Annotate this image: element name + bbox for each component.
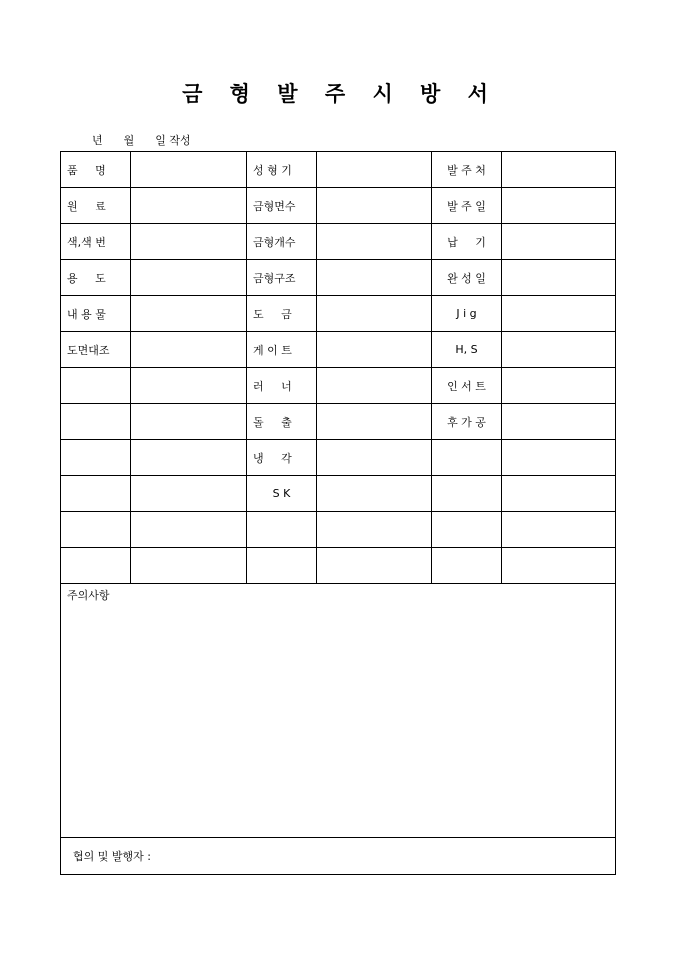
order-spec-table: [60, 151, 616, 875]
value-cell[interactable]: [502, 512, 616, 548]
value-cell[interactable]: [317, 296, 432, 332]
value-cell[interactable]: [317, 476, 432, 512]
label-cell[interactable]: [61, 368, 131, 404]
label-cell[interactable]: [432, 512, 502, 548]
label-cell[interactable]: [247, 548, 317, 584]
value-cell[interactable]: [502, 404, 616, 440]
value-cell[interactable]: [317, 260, 432, 296]
table-row: [61, 296, 616, 332]
label-cell: 완 성 일: [432, 260, 502, 296]
value-cell[interactable]: [502, 296, 616, 332]
value-cell[interactable]: [131, 548, 247, 584]
value-cell[interactable]: [131, 152, 247, 188]
table-row: [61, 260, 616, 296]
label-cell: 게 이 트: [247, 332, 317, 368]
value-cell[interactable]: [502, 548, 616, 584]
value-cell[interactable]: [317, 404, 432, 440]
label-cell: 용 도: [61, 260, 131, 296]
label-cell: S K: [247, 476, 317, 512]
notes-field[interactable]: [61, 584, 616, 838]
label-cell: 발 주 처: [432, 152, 502, 188]
label-cell: 인 서 트: [432, 368, 502, 404]
date-written-line: 년 월 일 작성: [92, 134, 191, 147]
value-cell[interactable]: [317, 224, 432, 260]
table-row: [61, 548, 616, 584]
value-cell[interactable]: [131, 404, 247, 440]
signature-field[interactable]: [61, 838, 616, 875]
value-cell[interactable]: [317, 512, 432, 548]
value-cell[interactable]: [317, 548, 432, 584]
value-cell[interactable]: [502, 224, 616, 260]
value-cell[interactable]: [502, 440, 616, 476]
value-cell[interactable]: [131, 224, 247, 260]
label-cell: 냉 각: [247, 440, 317, 476]
value-cell[interactable]: [131, 260, 247, 296]
signature-row: [61, 838, 616, 875]
table-row: [61, 476, 616, 512]
label-cell: 납 기: [432, 224, 502, 260]
notes-label: 주의사항: [67, 589, 110, 602]
value-cell[interactable]: [131, 512, 247, 548]
label-cell: 도 금: [247, 296, 317, 332]
label-cell: 원 료: [61, 188, 131, 224]
value-cell[interactable]: [317, 440, 432, 476]
table-row: [61, 332, 616, 368]
label-cell[interactable]: [432, 548, 502, 584]
value-cell[interactable]: [502, 260, 616, 296]
label-cell: H, S: [432, 332, 502, 368]
table-row: [61, 440, 616, 476]
value-cell[interactable]: [131, 188, 247, 224]
label-cell: 발 주 일: [432, 188, 502, 224]
label-cell[interactable]: [61, 548, 131, 584]
table-row: [61, 404, 616, 440]
value-cell[interactable]: [131, 332, 247, 368]
label-cell: 색,색 번: [61, 224, 131, 260]
value-cell[interactable]: [502, 368, 616, 404]
value-cell[interactable]: [317, 368, 432, 404]
table-row: [61, 188, 616, 224]
label-cell[interactable]: [61, 404, 131, 440]
label-cell[interactable]: [432, 476, 502, 512]
label-cell: J i g: [432, 296, 502, 332]
value-cell[interactable]: [317, 332, 432, 368]
value-cell[interactable]: [131, 440, 247, 476]
value-cell[interactable]: [317, 152, 432, 188]
value-cell[interactable]: [317, 188, 432, 224]
value-cell[interactable]: [502, 152, 616, 188]
label-cell: 도면대조: [61, 332, 131, 368]
label-cell[interactable]: [247, 512, 317, 548]
value-cell[interactable]: [502, 332, 616, 368]
document-title: 금 형 발 주 시 방 서: [182, 81, 498, 106]
label-cell: 후 가 공: [432, 404, 502, 440]
table-row: [61, 368, 616, 404]
label-cell: 성 형 기: [247, 152, 317, 188]
value-cell[interactable]: [131, 296, 247, 332]
label-cell[interactable]: [61, 476, 131, 512]
label-cell: 돌 출: [247, 404, 317, 440]
label-cell: 금형면수: [247, 188, 317, 224]
label-cell: 품 명: [61, 152, 131, 188]
label-cell: 러 너: [247, 368, 317, 404]
signature-label: 협의 및 발행자 :: [73, 850, 151, 863]
table-row: [61, 224, 616, 260]
value-cell[interactable]: [131, 476, 247, 512]
value-cell[interactable]: [131, 368, 247, 404]
label-cell[interactable]: [61, 440, 131, 476]
label-cell: 금형구조: [247, 260, 317, 296]
notes-row: [61, 584, 616, 838]
label-cell: 금형개수: [247, 224, 317, 260]
value-cell[interactable]: [502, 188, 616, 224]
table-row: [61, 152, 616, 188]
label-cell: 내 용 물: [61, 296, 131, 332]
label-cell[interactable]: [61, 512, 131, 548]
value-cell[interactable]: [502, 476, 616, 512]
label-cell[interactable]: [432, 440, 502, 476]
table-row: [61, 512, 616, 548]
